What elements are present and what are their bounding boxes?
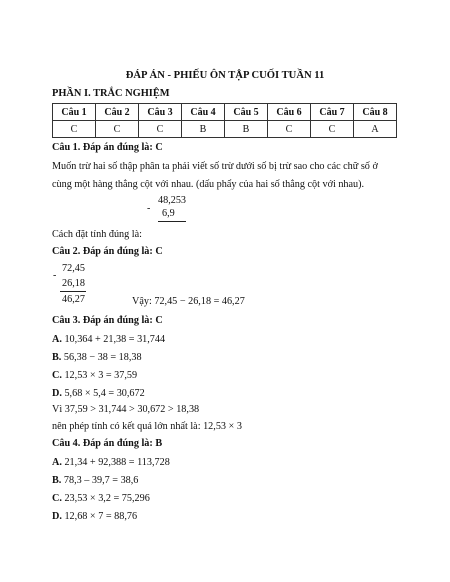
- option-text: 21,34 + 92,388 = 113,728: [61, 457, 170, 468]
- q1-calc-rule: [158, 221, 186, 222]
- option-text: 12,68 × 7 = 88,76: [61, 511, 138, 522]
- option-letter: B.: [52, 475, 62, 486]
- q1-text-line-2: cùng một hàng thẳng cột với nhau. (dấu phẩy của hai số thẳng cột với nhau).: [52, 179, 365, 190]
- option-text: 23,53 × 3,2 = 75,296: [61, 493, 150, 504]
- answer-table-header: Câu 1: [53, 104, 96, 121]
- answer-cell: C: [96, 121, 139, 138]
- q2-calc-top: 72,45: [62, 263, 85, 274]
- option-letter: C.: [52, 493, 62, 504]
- option-text: 5,68 × 5,4 = 30,672: [61, 388, 145, 399]
- answer-table: [52, 103, 397, 138]
- document-title: ĐÁP ÁN - PHIẾU ÔN TẬP CUỐI TUẦN 11: [125, 70, 325, 81]
- q2-minus-sign: -: [53, 270, 57, 281]
- q1-text-line-1: Muốn trừ hai số thập phân ta phải viết số trừ dưới số bị trừ sao cho các chữ số ở: [52, 161, 378, 172]
- answer-table-header: Câu 2: [96, 104, 139, 121]
- q3-conclusion: nên phép tính có kết quả lớn nhất là: 12,53 × 3: [52, 421, 242, 432]
- option-letter: C.: [52, 370, 62, 381]
- option-letter: D.: [52, 388, 62, 399]
- answer-table-header: Câu 7: [311, 104, 354, 121]
- answer-table-header: Câu 4: [182, 104, 225, 121]
- option-letter: D.: [52, 511, 62, 522]
- answer-table-answer-row: [53, 121, 397, 138]
- answer-cell: B: [225, 121, 268, 138]
- q4-option-d: [52, 511, 137, 522]
- option-text: 12,53 × 3 = 37,59: [61, 370, 138, 381]
- answer-cell: A: [354, 121, 397, 138]
- answer-table-header: Câu 3: [139, 104, 182, 121]
- answer-table-header: Câu 5: [225, 104, 268, 121]
- option-letter: A.: [52, 334, 62, 345]
- answer-cell: C: [139, 121, 182, 138]
- answer-cell: C: [311, 121, 354, 138]
- answer-cell: B: [182, 121, 225, 138]
- answer-table-header-row: [53, 104, 397, 121]
- answer-table-header: Câu 6: [268, 104, 311, 121]
- q4-option-b: [52, 475, 138, 486]
- option-text: 78,3 – 39,7 = 38,6: [61, 475, 139, 486]
- answer-cell: C: [268, 121, 311, 138]
- q2-heading: Câu 2. Đáp án đúng là: C: [52, 246, 163, 257]
- q2-calc-result: 46,27: [62, 294, 85, 305]
- q3-heading: Câu 3. Đáp án đúng là: C: [52, 315, 163, 326]
- q1-heading: Câu 1. Đáp án đúng là: C: [52, 142, 163, 153]
- option-text: 10,364 + 21,38 = 31,744: [61, 334, 166, 345]
- q1-minus-sign: -: [147, 203, 151, 214]
- q4-option-a: [52, 457, 170, 468]
- q3-option-b: [52, 352, 142, 363]
- q2-calc-bottom: 26,18: [62, 278, 85, 289]
- q3-compare: Vì 37,59 > 31,744 > 30,672 > 18,38: [52, 404, 200, 415]
- q1-calc-bottom: 6,9: [162, 208, 175, 219]
- section-heading: PHẦN I. TRẮC NGHIỆM: [52, 88, 170, 99]
- option-letter: B.: [52, 352, 62, 363]
- q2-calc-rule: [60, 291, 86, 292]
- q2-conclusion: Vậy: 72,45 − 26,18 = 46,27: [132, 296, 245, 307]
- option-letter: A.: [52, 457, 62, 468]
- q3-option-a: [52, 334, 165, 345]
- q4-heading: Câu 4. Đáp án đúng là: B: [52, 438, 163, 449]
- q3-option-c: [52, 370, 137, 381]
- option-text: 56,38 − 38 = 18,38: [61, 352, 142, 363]
- q3-option-d: [52, 388, 145, 399]
- answer-table-header: Câu 8: [354, 104, 397, 121]
- answer-cell: C: [53, 121, 96, 138]
- q4-option-c: [52, 493, 150, 504]
- q1-footer: Cách đặt tính đúng là:: [52, 229, 142, 240]
- q1-calc-top: 48,253: [158, 195, 187, 206]
